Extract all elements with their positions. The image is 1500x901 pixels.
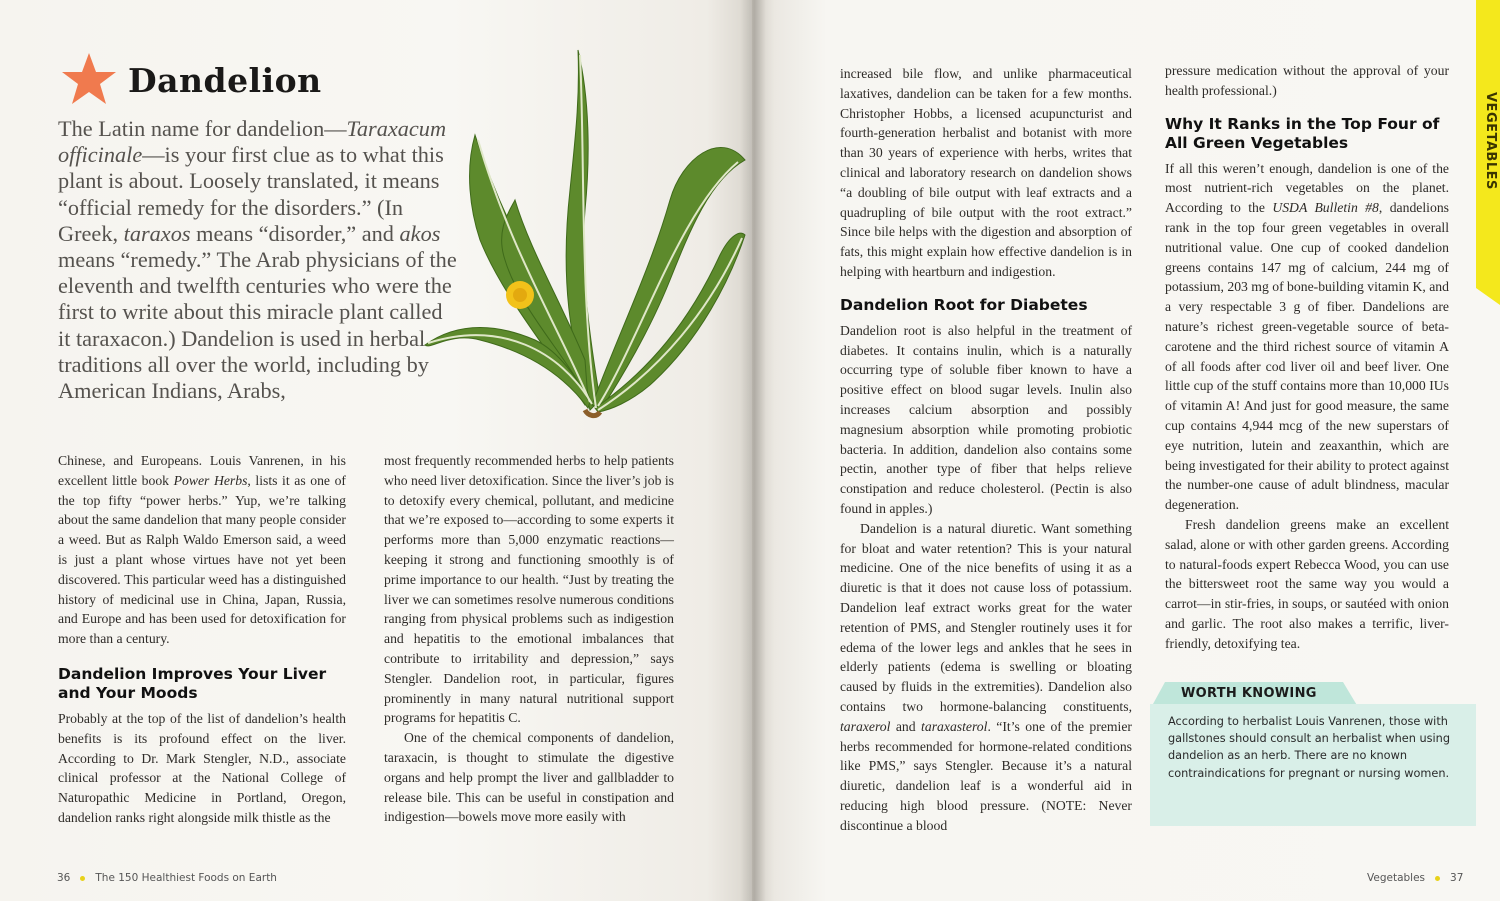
italic-span: USDA Bulletin #8 <box>1272 200 1379 216</box>
book-title: The 150 Healthiest Foods on Earth <box>95 872 277 884</box>
lead-text <box>58 116 458 404</box>
text-span: means “disorder,” and <box>190 220 400 246</box>
page-title: Dandelion <box>128 60 322 100</box>
italic-span: taraxasterol <box>921 718 988 734</box>
page-number-right: 37 <box>1450 872 1464 884</box>
italic-span: taraxos <box>123 220 191 246</box>
text-span: . “It’s one of the premier herbs recommended for hormone-related conditions like PMS,” says Stengler. Because it’s a natural diuretic, dandelion leaf is a wonderful aid in reducing high blood pressure. ( <box>840 718 1132 813</box>
col2-paragraph-1: most frequently recommended herbs to help patients who need liver detoxification. Since the liver’s job is to detoxify every chemical, pollutant, and medicine that we’re exposed to—according to some experts it performs more than 5,000 enzymatic reactions—keeping it strong and functioning smoothly is of prime importance to our health. “Just by treating the liver we can sometimes resolve numerous conditions ranging from physical problems such as indigestion and hepatitis to the emotional imbalances that contribute to irritability and depression,” says Stengler. Dandelion root, in particular, figures prominently in many natural nutritional support programs for hepatitis C. <box>384 453 674 726</box>
section-heading-liver: Dandelion Improves Your Liver and Your Moods <box>58 664 327 702</box>
column-2 <box>384 451 674 827</box>
col4-paragraph-1: pressure medication without the approval of your health professional.) <box>1165 63 1449 98</box>
col3-paragraph-3 <box>840 519 1132 836</box>
col2-paragraph-2: One of the chemical components of dandelion, taraxacin, is thought to stimulate the digestive organs and help prompt the liver and gallbladder to release bile. This can be useful in constipation and indigestion—bowels move more easily with <box>384 730 674 825</box>
right-page <box>752 0 1500 901</box>
text-span: and <box>890 718 922 734</box>
lead-paragraph <box>58 116 458 404</box>
col3-paragraph-2: Dandelion root is also helpful in the treatment of diabetes. It contains inulin, which is a naturally occurring type of soluble fiber known to have a positive effect on blood sugar levels. Inulin also increases calcium absorption and possibly magnesium absorption while promoting probiotic bacteria. In addition, dandelion also contains some pectin, another type of fiber that helps relieve constipation and reduce cholesterol. (Pectin is also found in apples.) <box>840 322 1132 516</box>
italic-span: taraxerol <box>840 718 891 734</box>
text-span: , dandelions rank in the top four green vegetables in overall nutritional value. One cup of cooked dandelion greens contains 147 mg of calcium, 244 mg of potassium, 203 mg of bone-building vitamin K, and a very respectable 3 g of fiber. Dandelions are nature’s richest green-vegetable source of beta-carotene and the third richest source of vitamin A of all foods after cod liver oil and beef liver. One little cup of the stuff contains more than 10,000 IUs of vitamin A! And just for good measure, the same cup contains 4,944 mcg of the new superstars of eye nutrition, lutein and zeaxanthin, which are being investigated for their ability to protect against the number-one cause of adult blindness, macular degeneration. <box>1165 200 1449 513</box>
footer-dot-icon <box>1435 876 1440 881</box>
column-3 <box>840 64 1132 835</box>
dandelion-plant-image <box>420 40 750 430</box>
footer-left <box>57 872 277 884</box>
small-caps-span: NOTE <box>1046 797 1083 813</box>
footer-right <box>1367 872 1463 884</box>
italic-span: akos <box>399 220 441 246</box>
text-span: —is your first clue as to what this plant is about. Loosely translated, it means “official remedy for the disorders.” (In Greek, <box>58 142 444 246</box>
star-shape <box>62 53 116 104</box>
col3-paragraph-1: increased bile flow, and unlike pharmaceutical laxatives, dandelion can be taken for a few months. Christopher Hobbs, a licensed acupuncturist and fourth-generation herbalist and botanist with more than 30 years of experience with herbs, writes that clinical and laboratory research on dandelion shows “a doubling of bile output with leaf extracts and a quadrupling of bile output with the root extract.” Since bile helps with the digestion and absorption of fats, this might explain how effective dandelion is in helping with heartburn and indigestion. <box>840 66 1132 279</box>
section-tab-label: VEGETABLES <box>1483 92 1498 190</box>
section-heading-diabetes: Dandelion Root for Diabetes <box>840 295 1088 314</box>
text-span: Chinese, and Europeans. Louis Vanrenen, in his excellent little book <box>58 453 346 488</box>
section-heading-top-four: Why It Ranks in the Top Four of All Green Vegetables <box>1165 114 1440 152</box>
text-span: If all this weren’t enough, dandelion is one of the most nutrient-rich vegetables on the planet. According to the <box>1165 160 1449 216</box>
text-span: The Latin name for dandelion— <box>58 116 347 141</box>
worth-knowing-title: WORTH KNOWING <box>1181 686 1317 701</box>
footer-dot-icon <box>80 876 85 881</box>
text-span: , lists it as one of the top fifty “power herbs.” Yup, we’re talking about the same dandelion that many people consider a weed. But as Ralph Waldo Emerson said, a weed is just a plant whose virtues have not yet been discovered. This particular weed has a distinguished history of medicinal use in China, Japan, Russia, and Europe and has been used for detoxification for more than a century. <box>58 472 346 647</box>
text-span: Dandelion is a natural diuretic. Want something for bloat and water retention? This is your natural medicine. One of the nice benefits of using it as a diuretic is that it does not cause loss of potassium. Dandelion leaf extract works great for the water retention of PMS, and Stengler routinely uses it for edema of the lower legs and ankles that he sees in elderly patients (edema is swelling or bloating caused by fluids in the extremities). Dandelion also contains two hormone-balancing constituents, <box>840 520 1132 714</box>
italic-span: Taraxacum officinale <box>58 116 447 168</box>
text-span: : Never discontinue a blood <box>840 797 1132 833</box>
star-icon <box>60 51 118 109</box>
column-1 <box>58 451 346 828</box>
col4-paragraph-2 <box>1165 159 1449 515</box>
text-span: means “remedy.” The Arab physicians of the eleventh and twelfth centuries who were the first to write about this miracle plant called it taraxacon.) Dandelion is used in herbal traditions all over the world, including by American Indians, Arabs, <box>58 247 457 404</box>
column-4 <box>1165 61 1449 654</box>
page-number-left: 36 <box>57 872 71 884</box>
section-name: Vegetables <box>1367 872 1426 884</box>
italic-span: Power Herbs <box>173 472 248 488</box>
col1-paragraph-1 <box>58 451 346 649</box>
col1-paragraph-2: Probably at the top of the list of dandelion’s health benefits is its profound effect on the liver. According to Dr. Mark Stengler, N.D., associate clinical professor at the National College of Naturopathic Medicine in Portland, Oregon, dandelion ranks right alongside milk thistle as the <box>58 710 346 825</box>
col4-paragraph-3: Fresh dandelion greens make an excellent salad, alone or with other garden greens. According to natural-foods expert Rebecca Wood, you can use the bittersweet root the same way you would a carrot—in stir-fries, in soups, or sautéed with onion and garlic. The root also makes a terrific, liver-friendly, detoxifying tea. <box>1165 516 1449 651</box>
book-gutter-shadow <box>740 0 766 901</box>
title-row <box>60 50 322 110</box>
worth-knowing-text: According to herbalist Louis Vanrenen, those with gallstones should consult an herbalist when using dandelion as an herb. There are no known contraindications for pregnant or nursing women. <box>1168 715 1451 780</box>
